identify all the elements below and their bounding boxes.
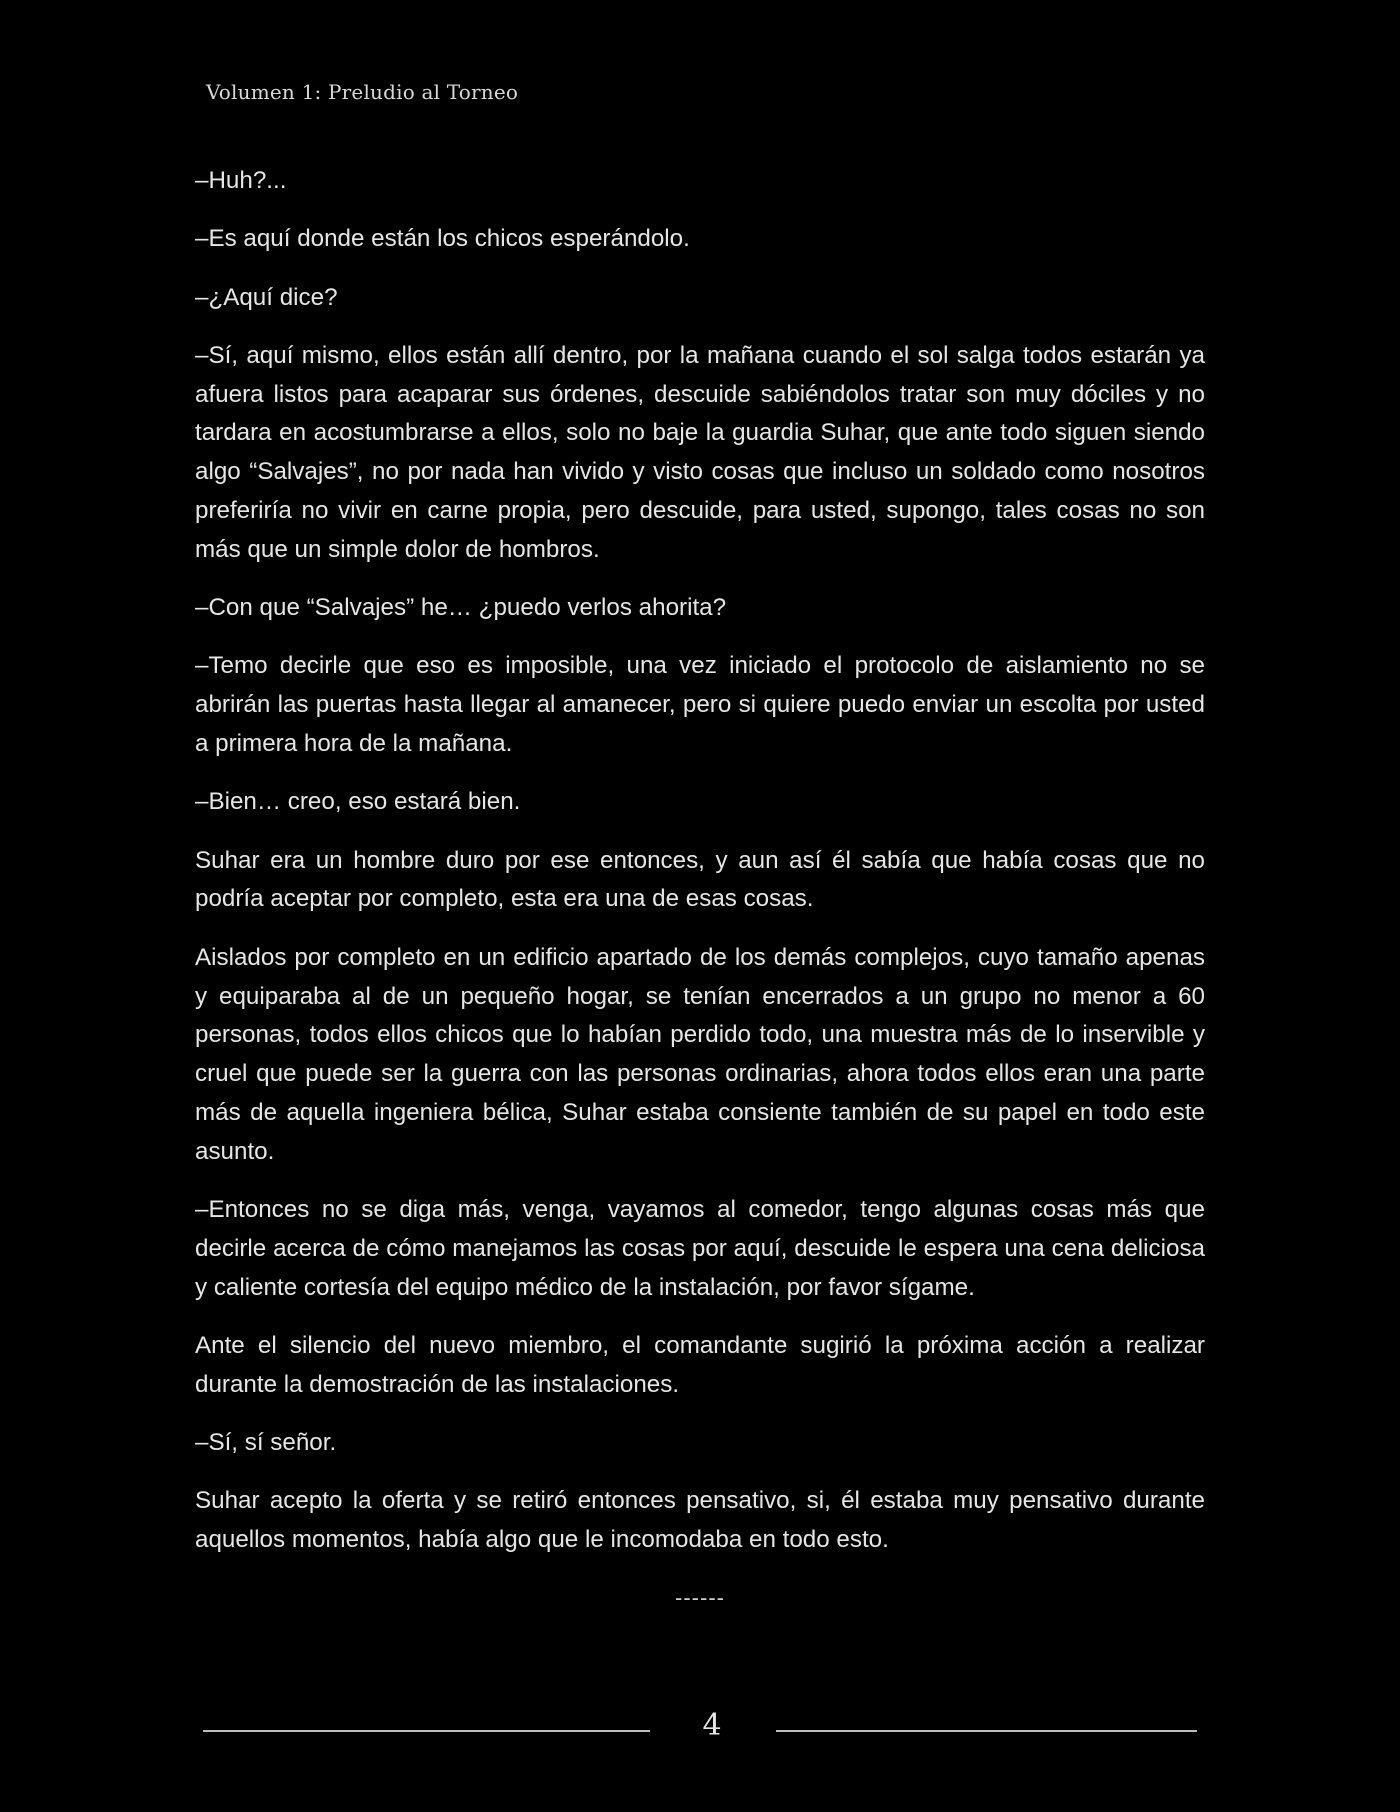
paragraph: –Entonces no se diga más, venga, vayamos al comedor, tengo algunas cosas más que decirle acerca de cómo manejamos las cosas por aquí, descuide le espera una cena deliciosa y caliente cortesía del equipo médico de la instalación, por favor sígame.	[195, 1196, 1205, 1301]
scene-break: ------	[675, 1585, 725, 1610]
running-header-title: Volumen 1: Preludio al Torneo	[206, 80, 519, 104]
paragraph: –Huh?...	[195, 167, 287, 194]
paragraph: –¿Aquí dice?	[195, 283, 338, 311]
paragraph: Aislados por completo en un edificio apartado de los demás complejos, cuyo tamaño apenas y equiparaba al de un pequeño hogar, se tenían encerrados a un grupo no menor a 60 personas, todos ellos chicos que lo habían perdido todo, una muestra más de lo inservible y cruel que puede ser la guerra con las personas ordinarias, ahora todos ellos eran una parte más de aquella ingeniera bélica, Suhar estaba consiente también de su papel en todo este asunto.	[195, 943, 1205, 1165]
footer-rule-left	[203, 1730, 650, 1732]
paragraph: Suhar era un hombre duro por ese entonces, y aun así él sabía que había cosas que no podría aceptar por completo, esta era una de esas cosas.	[195, 846, 1205, 913]
paragraph: Suhar acepto la oferta y se retiró entonces pensativo, si, él estaba muy pensativo durante aquellos momentos, había algo que le incomodaba en todo esto.	[195, 1487, 1205, 1554]
paragraph: –Bien… creo, eso estará bien.	[195, 788, 521, 816]
footer-rule-right	[776, 1730, 1197, 1732]
paragraph: –Es aquí donde están los chicos esperándolo.	[195, 225, 690, 253]
paragraph: –Con que “Salvajes” he… ¿puedo verlos ahorita?	[195, 594, 727, 622]
page-number: 4	[702, 1708, 722, 1743]
paragraph: Ante el silencio del nuevo miembro, el comandante sugirió la próxima acción a realizar durante la demostración de las instalaciones.	[195, 1331, 1205, 1398]
page-footer	[0, 1708, 1400, 1756]
paragraph: –Sí, aquí mismo, ellos están allí dentro, por la mañana cuando el sol salga todos estarán ya afuera listos para acaparar sus órdenes, descuide sabiéndolos tratar son muy dóciles y no tardara en acostumbrarse a ellos, solo no baje la guardia Suhar, que ante todo siguen siendo algo “Salvajes”, no por nada han vivido y visto cosas que incluso un soldado como nosotros preferiría no vivir en carne propia, pero descuide, para usted, supongo, tales cosas no son más que un simple dolor de hombros.	[195, 341, 1205, 563]
body-text	[195, 162, 1205, 1579]
paragraph: –Sí, sí señor.	[195, 1429, 337, 1457]
paragraph: –Temo decirle que eso es imposible, una vez iniciado el protocolo de aislamiento no se abrirán las puertas hasta llegar al amanecer, pero si quiere puedo enviar un escolta por usted a primera hora de la mañana.	[195, 652, 1205, 758]
